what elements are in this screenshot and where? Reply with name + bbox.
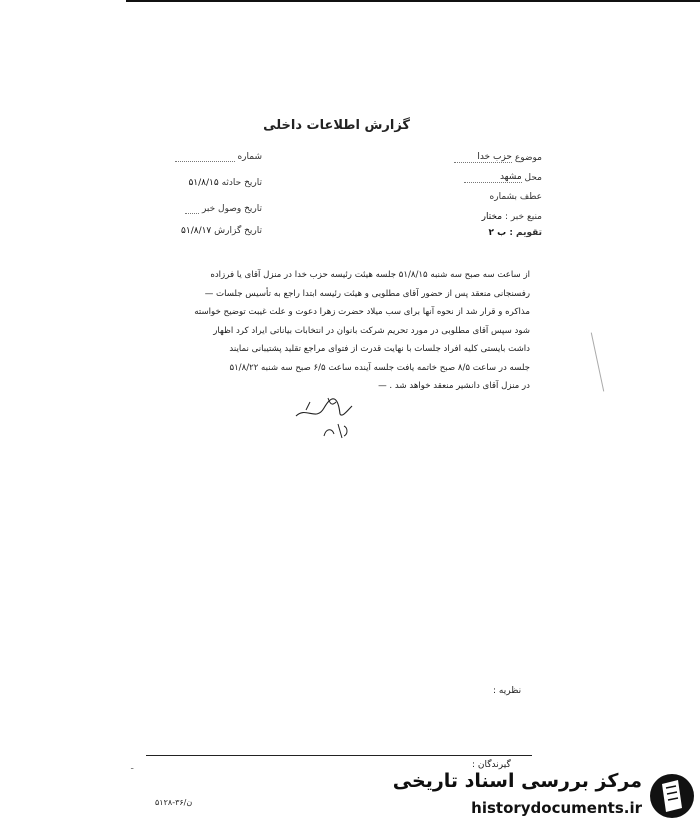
location-field (464, 172, 542, 183)
evaluation-field (489, 228, 543, 238)
body-line: در منزل آقای دانشیر منعقد خواهد شد . — (378, 381, 530, 391)
evaluation-label: تقویم : (509, 228, 542, 238)
subject-value: حزب خدا (454, 152, 512, 163)
source-field (482, 212, 542, 222)
stray-mark: ـ (131, 762, 134, 771)
recipients-label: گیرندگان : (472, 760, 511, 770)
body-line: رفسنجانی منعقد پس از حضور آقای مطلوبی و هیئت رئیسه ابتدا راجع به تأسیس جلسات — (204, 288, 530, 299)
bottom-divider (146, 755, 532, 756)
comment-label: نظریه : (493, 686, 522, 696)
subject-field (454, 152, 542, 163)
handwritten-signature (292, 388, 362, 443)
report-date-field (181, 226, 262, 236)
receipt-date-field (185, 204, 262, 214)
body-line: از ساعت سه صبح سه شنبه ۵۱/۸/۱۵ جلسه هیئت رئیسه حزب خدا در منزل آقای یا فرزاده (210, 270, 530, 280)
event-date-label: تاریخ حادثه (221, 178, 262, 188)
body-line: مذاکره و قرار شد از نحوه آنها برای سب میلاد حضرت زهرا دعوت و علت غیبت توضیح خواسته (194, 307, 530, 317)
follow-field (490, 192, 542, 202)
body-line: جلسه در ساعت ۸/۵ صبح خاتمه یافت جلسه آینده ساعت ۶/۵ صبح سه شنبه ۵۱/۸/۲۲ (229, 362, 530, 373)
top-border-line (126, 0, 700, 2)
number-field (175, 152, 262, 162)
document-number: ۵۱۲۸-۳۶/ن (155, 798, 193, 807)
report-date-label: تاریخ گزارش (214, 226, 262, 236)
location-value: مشهد (464, 172, 522, 183)
receipt-date-label: تاریخ وصول خبر (201, 204, 262, 214)
watermark-persian-text: مرکز بررسی اسناد تاریخی (392, 770, 642, 792)
event-date-value: ۵۱/۸/۱۵ (188, 178, 219, 188)
follow-label: عطف بشماره (489, 192, 542, 202)
location-label: محل (524, 173, 542, 183)
report-body (160, 266, 530, 396)
number-label: شماره (237, 152, 262, 162)
watermark-url-text: historydocuments.ir (471, 799, 642, 817)
margin-mark (591, 333, 604, 392)
subject-label: موضوع (514, 153, 542, 163)
body-line: شود سپس آقای مطلوبی در مورد تحریم شرکت بانوان در انتخابات بیاناتی ایراد کرد اظهار (213, 325, 530, 336)
report-date-value: ۵۱/۸/۱۷ (181, 226, 212, 236)
event-date-field (188, 178, 262, 188)
source-value: مختار (481, 212, 503, 222)
evaluation-value: ب ۲ (488, 228, 507, 238)
source-label: منبع خبر : (504, 212, 542, 222)
watermark (392, 764, 700, 824)
archive-logo-icon (648, 770, 696, 822)
document-title: گزارش اطلاعات داخلی (263, 118, 410, 133)
body-line: داشت بایستی کلیه افراد جلسات با نهایت قدرت از فتوای مراجع تقلید پشتیبانی نمایند (229, 344, 530, 354)
